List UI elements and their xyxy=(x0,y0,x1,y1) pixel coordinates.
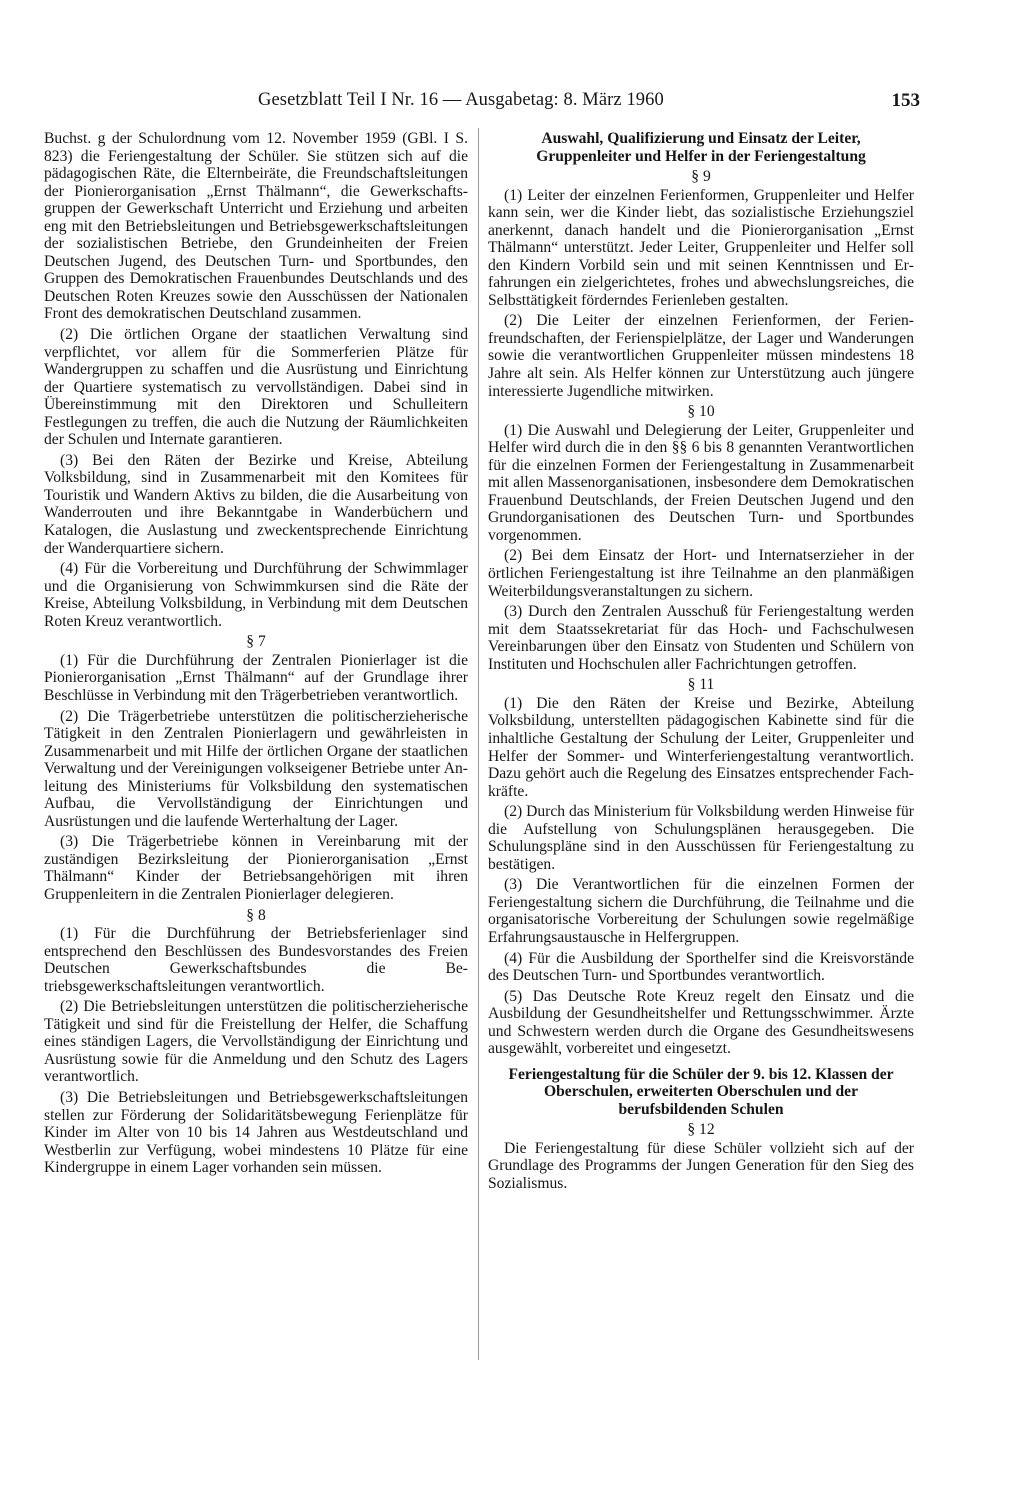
paragraph: (2) Durch das Ministerium für Volksbildung werden Hinweise für die Aufstellung von Schulungsplänen herausgegeben. Die Schulungspläne sind in den Ausschüssen für Feriengestaltung zu bestätigen. xyxy=(488,803,914,873)
paragraph: (2) Die Trägerbetriebe unterstützen die politischerzieherische Tätigkeit in den Zentralen Pionierlagern und gewährleisten in Zusammenarbeit und mit Hilfe der örtlichen Organe der staatlichen Verwaltung und der Vereinigungen volkseigener Betriebe unter Anleitung des Ministeriums für Volksbildung den systematischen Aufbau, die Vervollständigung der Einrichtungen und Ausrüstungen und die laufende Werterhaltung der Lager. xyxy=(44,707,468,830)
section-heading-10: § 10 xyxy=(687,403,715,421)
column-divider xyxy=(478,128,479,1360)
paragraph: (3) Die Verantwortlichen für die einzelnen Formen der Feriengestaltung sichern die Durchführung, die Teilnahme und die organisatorische Vorbereitung der Schulungen sowie regelmäßige Erfahrungsaustausche in Helfergruppen. xyxy=(488,876,914,946)
paragraph: (1) Für die Durchführung der Zentralen Pionierlager ist die Pionierorganisation „Ernst Thälmann“ auf der Grundlage ihrer Beschlüsse in Verbindung mit den Trägerbetrieben verantwortlich. xyxy=(44,651,468,704)
paragraph: (1) Leiter der einzelnen Ferienformen, Gruppenleiter und Helfer kann sein, wer die Kinder liebt, das sozialistische Erziehungsziel anerkennt, danach handelt und die Pionierorganisation „Ernst Thälmann“ unterstützt. Jeder Leiter, Gruppenleiter und Helfer soll den Kindern Vorbild sein und mit seinen Kenntnissen und Erfahrungen ein zielgerichtetes, frohes und abwechslungsreiches, die Selbsttätigkeit förderndes Ferienleben gestalten. xyxy=(488,186,914,309)
paragraph: (5) Das Deutsche Rote Kreuz regelt den Einsatz und die Ausbildung der Gesundheitshelfer und Rettungsschwimmer. Ärzte und Schwestern werden durch die Organe des Gesundheitswesens ausgewählt, vorbereitet und eingesetzt. xyxy=(488,987,914,1058)
paragraph: (1) Für die Durchführung der Betriebsferienlager sind entsprechend den Beschlüssen des Bundesvorstandes des Freien Deutschen Gewerkschaftsbundes die Betriebsgewerkschaftsleitungen verantwortlich. xyxy=(44,925,468,995)
paragraph: (2) Die Betriebsleitungen unterstützen die politischerzieherische Tätigkeit und sind für die Freistellung der Helfer, die Schaffung eines ständigen Lagers, die Vervollständigung der Einrichtung und Ausrüstung sowie für die Anmeldung und den Schutz des Lagers verantwortlich. xyxy=(44,998,468,1086)
paragraph: (4) Für die Ausbildung der Sporthelfer sind die Kreisvorstände des Deutschen Turn- und Sportbundes verantwortlich. xyxy=(488,949,914,985)
header-title: Gesetzblatt Teil I Nr. 16 — Ausgabetag: 8. März 1960 xyxy=(258,90,664,110)
paragraph: (3) Die Betriebsleitungen und Betriebsgewerkschaftsleitungen stellen zur Förderung der Solidaritätsbewegung Ferienplätze für Kinder im Alter von 10 bis 14 Jahren aus Westdeutschland und Westberlin zur Verfügung, wobei mindestens 10 Plätze für eine Kindergruppe in einem Lager vorhanden sein müssen. xyxy=(44,1088,468,1177)
section-heading-9: § 9 xyxy=(691,168,711,185)
chapter-heading: Auswahl, Qualifizierung und Einsatz der Leiter, Gruppenleiter und Helfer in der Feriengestaltung xyxy=(536,130,866,165)
paragraph: (2) Die örtlichen Organe der staatlichen Verwaltung sind verpflichtet, vor allem für die Sommerferien Plätze für Wandergruppen zu schaffen und die Ausrüstung und Einrichtung der Quartiere systematisch zu vervollständigen. Dabei sind in Übereinstimmung mit den Direktoren und Schulleitern Festlegungen zu treffen, die auch die Nutzung der Räumlichkeiten der Schulen und Internate garantieren. xyxy=(44,326,468,449)
paragraph: (3) Durch den Zentralen Ausschuß für Feriengestaltung werden mit dem Staatssekretariat für das Hoch- und Fachschulwesen Vereinbarungen über den Einsatz von Studenten und Schülern von Instituten und Hochschulen aller Fachrichtungen getroffen. xyxy=(488,603,914,673)
right-column xyxy=(488,130,914,1195)
chapter-heading: Feriengestaltung für die Schüler der 9. bis 12. Klassen der Oberschulen, erweiterten Oberschulen und der berufsbildenden Schulen xyxy=(508,1065,894,1118)
page-number: 153 xyxy=(891,90,920,111)
section-heading-12: § 12 xyxy=(687,1121,715,1139)
left-column xyxy=(44,130,468,1180)
paragraph: (1) Die den Räten der Kreise und Bezirke, Abteilung Volksbildung, unterstellten pädagogischen Kabinette sind für die inhaltliche Gestaltung der Schulung der Leiter, Gruppenleiter und Helfer der Sommer- und Winterferiengestaltung verantwortlich. Dazu gehört auch die Regelung des Einsatzes entsprechender Fachkräfte. xyxy=(488,694,914,800)
paragraph: (2) Bei dem Einsatz der Hort- und Internatserzieher in der örtlichen Feriengestaltung ist ihre Teilnahme an den planmäßigen Weiterbildungsveranstaltungen zu sichern. xyxy=(488,547,914,600)
paragraph: (1) Die Auswahl und Delegierung der Leiter, Gruppenleiter und Helfer wird durch die in den §§ 6 bis 8 genannten Verantwortlichen für die einzelnen Formen der Feriengestaltung in Zusammenarbeit mit allen Massenorganisationen, insbesondere dem Demokratischen Frauenbund Deutschlands, der Freien Deutschen Jugend und den Grundorganisationen des Deutschen Turn- und Sportbundes vorgenommen. xyxy=(488,421,914,544)
paragraph: (4) Für die Vorbereitung und Durchführung der Schwimmlager und die Organisierung von Schwimmkursen sind die Räte der Kreise, Abteilung Volksbildung, in Verbindung mit dem Deutschen Roten Kreuz verantwortlich. xyxy=(44,560,468,630)
paragraph: Buchst. g der Schulordnung vom 12. November 1959 (GBl. I S. 823) die Feriengestaltung der Schüler. Sie stützen sich auf die pädagogischen Räte, die Elternbeiräte, die Freundschaftsleitungen der Pionierorganisation „Ernst Thälmann“, die Gewerkschaftsgruppen der Gewerkschaft Unterricht und Erziehung und arbeiten eng mit den Betriebsleitungen und Betriebsgewerkschaftsleitungen der sozialistischen Betriebe, den Grundeinheiten der Freien Deutschen Jugend, des Deutschen Turn- und Sportbundes, den Gruppen des Demokratischen Frauenbundes Deutschlands und des Deutschen Roten Kreuzes sowie den Ausschüssen der Nationalen Front des demokratischen Deutschland zusammen. xyxy=(44,130,468,323)
section-heading-7: § 7 xyxy=(246,633,266,651)
paragraph: (2) Die Leiter der einzelnen Ferienformen, der Ferienfreundschaften, der Ferienspielplätze, der Lager und Wanderungen sowie die verantwortlichen Gruppenleiter müssen mindestens 18 Jahre alt sein. Als Helfer können zur Unterstützung auch jüngere interessierte Jugendliche mitwirken. xyxy=(488,312,914,400)
page-header xyxy=(250,88,970,116)
paragraph: (3) Die Trägerbetriebe können in Vereinbarung mit der zuständigen Bezirksleitung der Pionierorganisation „Ernst Thälmann“ Kinder der Betriebsangehörigen mit ihren Gruppenleitern in die Zentralen Pionierlager delegieren. xyxy=(44,833,468,903)
section-heading-11: § 11 xyxy=(687,676,715,694)
paragraph: Die Feriengestaltung für diese Schüler vollzieht sich auf der Grundlage des Programms der Jungen Generation für den Sieg des Sozialismus. xyxy=(488,1139,914,1192)
section-heading-8: § 8 xyxy=(246,906,266,924)
paragraph: (3) Bei den Räten der Bezirke und Kreise, Abteilung Volksbildung, sind in Zusammenarbeit mit den Komitees für Touristik und Wandern Aktivs zu bilden, die die Ausarbeitung von Wanderrouten und ihre Bekanntgabe in Wanderbüchern und Katalogen, die Auslastung und zweckentsprechende Einrichtung der Wanderquartiere sichern. xyxy=(44,451,468,557)
